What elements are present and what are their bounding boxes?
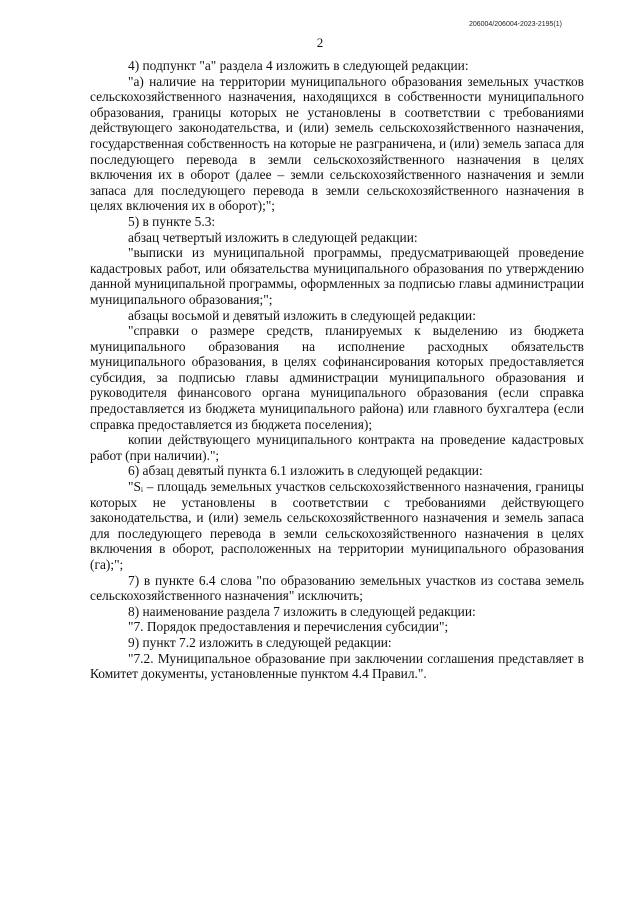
document-body bbox=[90, 58, 584, 682]
paragraph: "справки о размере средств, планируемых к выделению из бюджета муниципального образования на исполнение расходных обязательств муниципального образования, в целях софинансирования которых предоставляется субсидия, за подписью главы администрации муниципального образования и руководителя финансового органа муниципального образования (если справка предоставляется из бюджета муниципального района) или главного бухгалтера (если справка предоставляется из бюджета поселения); bbox=[90, 323, 584, 432]
document-id: 206004/206004-2023-2195(1) bbox=[468, 21, 562, 28]
paragraph: 8) наименование раздела 7 изложить в следующей редакции: bbox=[128, 603, 476, 619]
paragraph: "Sᵢ – площадь земельных участков сельскохозяйственного назначения, границы которых не установлены в соответствии с требованиями действующего законодательства, и (или) земель сельскохозяйственного назначения и земель запаса для последующего перевода в земли сельскохозяйственного назначения в целях включения в оборот, расположенных на территории муниципального образования (га);"; bbox=[90, 479, 584, 572]
paragraph: 6) абзац девятый пункта 6.1 изложить в следующей редакции: bbox=[128, 463, 483, 479]
paragraph: 4) подпункт "а" раздела 4 изложить в следующей редакции: bbox=[128, 58, 469, 73]
paragraph: "выписки из муниципальной программы, предусматривающей проведение кадастровых работ, или обязательства муниципального образования по утверждению данной муниципальной программы, оформленных за подписью главы администрации муниципального образования;"; bbox=[90, 245, 584, 307]
paragraph: "7.2. Муниципальное образование при заключении соглашения представляет в Комитет документы, установленные пунктом 4.4 Правил.". bbox=[90, 650, 584, 682]
page-number: 2 bbox=[316, 35, 324, 50]
paragraph: 5) в пункте 5.3: bbox=[128, 213, 216, 229]
paragraph: 7) в пункте 6.4 слова "по образованию земельных участков из состава земель сельскохозяйственного назначения" исключить; bbox=[90, 572, 584, 604]
paragraph: "7. Порядок предоставления и перечисления субсидии"; bbox=[128, 619, 449, 635]
paragraph: абзац четвертый изложить в следующей редакции: bbox=[128, 229, 418, 245]
paragraph: абзацы восьмой и девятый изложить в следующей редакции: bbox=[128, 307, 476, 323]
paragraph: копии действующего муниципального контракта на проведение кадастровых работ (при наличии)."; bbox=[90, 432, 584, 463]
paragraph: 9) пункт 7.2 изложить в следующей редакции: bbox=[128, 634, 392, 650]
paragraph: "а) наличие на территории муниципального образования земельных участков сельскохозяйственного назначения, находящихся в собственности муниципального образования, границы которых не установлены в соответствии с требованиями действующего законодательства, и (или) земель сельскохозяйственного назначения, государственная собственность на которые не разграничена, и (или) земель запаса для последующего перевода в земли сельскохозяйственного назначения в целях включения их в оборот (далее – земли сельскохозяйственного назначения и земли запаса для последующего перевода в земли сельскохозяйственного назначения в целях включения их в оборот);"; bbox=[90, 73, 584, 214]
